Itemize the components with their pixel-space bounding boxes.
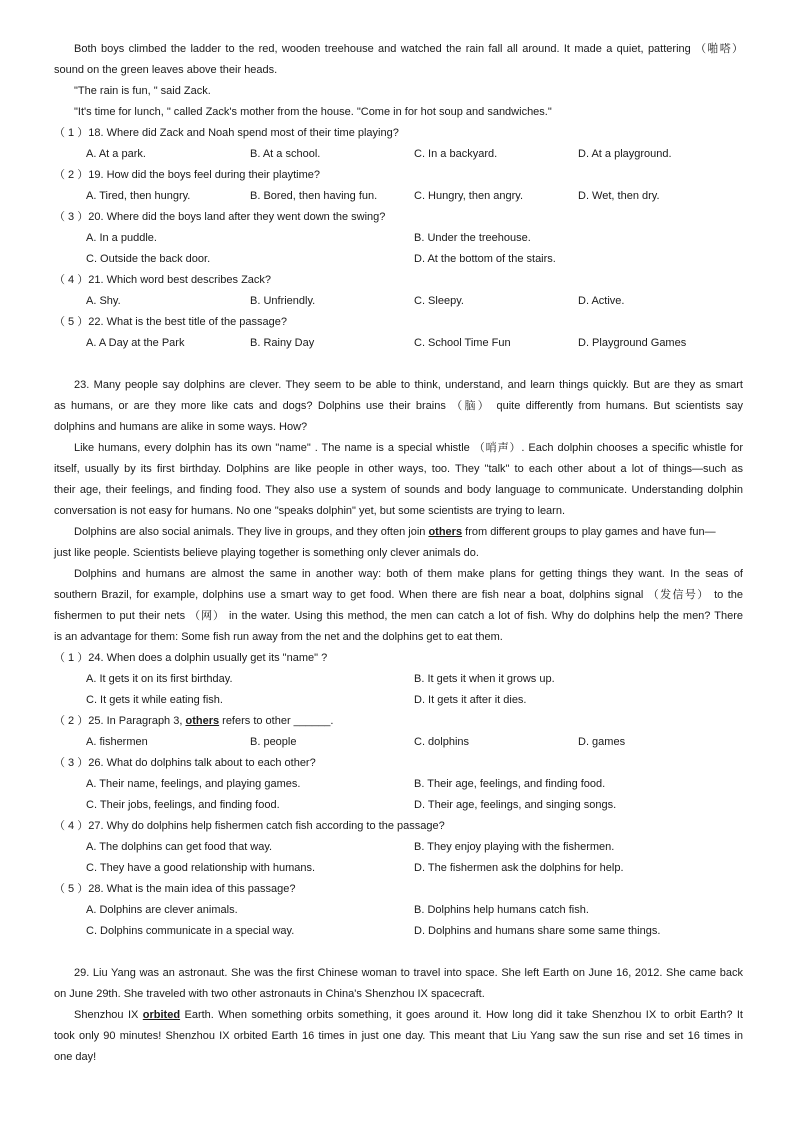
options-20-row2	[54, 249, 743, 270]
paragraph-line	[54, 522, 743, 543]
paragraph-line: their age, their feelings, and finding food. They also use a system of sounds and body language to communicate. Understanding dolphin	[54, 484, 743, 496]
option-a: A. In a puddle.	[86, 232, 157, 244]
option-d: D. At a playground.	[578, 148, 672, 160]
options-27-row1	[54, 837, 743, 858]
document-page	[54, 39, 743, 1068]
option-b: B. At a school.	[250, 148, 321, 160]
options-24-row2	[54, 690, 743, 711]
option-b: B. It gets it when it grows up.	[414, 673, 555, 685]
option-a: A. It gets it on its first birthday.	[86, 673, 233, 685]
option-d: D. Their age, feelings, and singing songs.	[414, 799, 617, 811]
paragraph-line	[54, 1005, 743, 1026]
option-d: D. At the bottom of the stairs.	[414, 253, 556, 265]
paragraph-line: "It's time for lunch, " called Zack's mother from the house. "Come in for hot soup and sandwiches."	[74, 106, 552, 118]
text-run: Shenzhou IX	[74, 1009, 143, 1021]
paragraph-line: just like people. Scientists believe playing together is something only clever animals do.	[54, 547, 479, 559]
question-26: （ 3 ）26. What do dolphins talk about to each other?	[54, 757, 316, 769]
text-run: Earth. When something orbits something, it goes around it. How long did it take Shenzhou IX to orbit Earth? It	[180, 1009, 743, 1021]
paragraph-line: 23. Many people say dolphins are clever. They seem to be able to think, understand, and learn things quickly. But are they as smart	[74, 379, 743, 391]
paragraph-line: conversation is not easy for humans. No one "speaks dolphin" yet, but some scientists are trying to learn.	[54, 505, 566, 517]
options-19	[54, 186, 743, 207]
paragraph-line: is an advantage for them: Some fish run away from the net and the dolphins get to eat them.	[54, 631, 503, 643]
option-c: C. School Time Fun	[414, 337, 511, 349]
text-run: Dolphins are also social animals. They live in groups, and they often join	[74, 526, 429, 538]
question-19: （ 2 ）19. How did the boys feel during their playtime?	[54, 169, 320, 181]
option-c: C. dolphins	[414, 736, 470, 748]
option-d: D. games	[578, 736, 626, 748]
text-run: （ 2 ）25. In Paragraph 3,	[54, 715, 186, 727]
question-20: （ 3 ）20. Where did the boys land after they went down the swing?	[54, 211, 386, 223]
paragraph-line: Like humans, every dolphin has its own "name" . The name is a special whistle （哨声）. Each dolphin chooses a specific whistle for	[74, 442, 743, 454]
paragraph-line: took only 90 minutes! Shenzhou IX orbited Earth 16 times in just one day. This meant that Liu Yang saw the sun rise and set 16 times in	[54, 1030, 743, 1042]
option-b: B. people	[250, 736, 297, 748]
options-21	[54, 291, 743, 312]
text-run: refers to other ______.	[219, 715, 334, 727]
option-d: D. The fishermen ask the dolphins for help.	[414, 862, 624, 874]
option-b: B. Their age, feelings, and finding food.	[414, 778, 606, 790]
option-b: B. Bored, then having fun.	[250, 190, 378, 202]
option-c: C. It gets it while eating fish.	[86, 694, 223, 706]
option-a: A. Their name, feelings, and playing games.	[86, 778, 301, 790]
paragraph-line: sound on the green leaves above their heads.	[54, 64, 278, 76]
option-c: C. They have a good relationship with humans.	[86, 862, 316, 874]
underlined-word: others	[185, 715, 220, 727]
paragraph-line: Dolphins and humans are almost the same in another way: both of them make plans for getting things they want. In the seas of	[74, 568, 743, 580]
options-28-row2	[54, 921, 743, 942]
question-18: （ 1 ）18. Where did Zack and Noah spend most of their time playing?	[54, 127, 399, 139]
text-run: from different groups to play games and have fun—	[462, 526, 716, 538]
options-26-row2	[54, 795, 743, 816]
option-a: A. Tired, then hungry.	[86, 190, 191, 202]
option-c: C. Hungry, then angry.	[414, 190, 524, 202]
paragraph-line: 29. Liu Yang was an astronaut. She was the first Chinese woman to travel into space. She left Earth on June 16, 2012. She came back	[74, 967, 743, 979]
option-c: C. Sleepy.	[414, 295, 464, 307]
paragraph-line: southern Brazil, for example, dolphins use a smart way to get food. When there are fish near a boat, dolphins signal （发信号） to the	[54, 589, 743, 601]
options-18	[54, 144, 743, 165]
option-a: A. Dolphins are clever animals.	[86, 904, 238, 916]
paragraph-line: itself, usually by its first birthday. Dolphins are like people in other ways, too. They "talk" to each other about a lot of things—such as	[54, 463, 743, 475]
paragraph-line: "The rain is fun, " said Zack.	[74, 85, 211, 97]
question-21: （ 4 ）21. Which word best describes Zack?	[54, 274, 272, 286]
option-d: D. Active.	[578, 295, 625, 307]
option-a: A. The dolphins can get food that way.	[86, 841, 273, 853]
option-d: D. Playground Games	[578, 337, 687, 349]
option-a: A. At a park.	[86, 148, 146, 160]
option-d: D. Dolphins and humans share some same things.	[414, 925, 661, 937]
question-22: （ 5 ）22. What is the best title of the passage?	[54, 316, 287, 328]
options-25	[54, 732, 743, 753]
option-c: C. Outside the back door.	[86, 253, 211, 265]
option-b: B. They enjoy playing with the fishermen.	[414, 841, 615, 853]
options-24-row1	[54, 669, 743, 690]
option-c: C. Dolphins communicate in a special way.	[86, 925, 295, 937]
underlined-word: others	[428, 526, 463, 538]
option-c: C. Their jobs, feelings, and finding food.	[86, 799, 280, 811]
paragraph-line: Both boys climbed the ladder to the red, wooden treehouse and watched the rain fall all around. It made a quiet, pattering （啪嗒）	[74, 43, 743, 55]
question-27: （ 4 ）27. Why do dolphins help fishermen catch fish according to the passage?	[54, 820, 445, 832]
option-d: D. It gets it after it dies.	[414, 694, 527, 706]
option-b: B. Dolphins help humans catch fish.	[414, 904, 589, 916]
options-26-row1	[54, 774, 743, 795]
option-a: A. Shy.	[86, 295, 121, 307]
option-d: D. Wet, then dry.	[578, 190, 660, 202]
underlined-word: orbited	[142, 1009, 181, 1021]
options-28-row1	[54, 900, 743, 921]
paragraph-line: dolphins and humans are alike in some ways. How?	[54, 421, 308, 433]
option-b: B. Under the treehouse.	[414, 232, 531, 244]
option-b: B. Rainy Day	[250, 337, 315, 349]
options-22	[54, 333, 743, 354]
question-25	[54, 711, 743, 732]
paragraph-line: on June 29th. She traveled with two other astronauts in China's Shenzhou IX spacecraft.	[54, 988, 485, 1000]
paragraph-line: one day!	[54, 1051, 97, 1063]
option-c: C. In a backyard.	[414, 148, 498, 160]
paragraph-line: as humans, or are they more like cats and dogs? Dolphins use their brains （脑） quite differently from humans. But scientists say	[54, 400, 743, 412]
options-27-row2	[54, 858, 743, 879]
paragraph-line: fishermen to put their nets （网） in the water. Using this method, the men can catch a lot of fish. Why do dolphins help the men? There	[54, 610, 743, 622]
options-20-row1	[54, 228, 743, 249]
question-28: （ 5 ）28. What is the main idea of this passage?	[54, 883, 296, 895]
option-a: A. fishermen	[86, 736, 148, 748]
option-b: B. Unfriendly.	[250, 295, 316, 307]
option-a: A. A Day at the Park	[86, 337, 185, 349]
question-24: （ 1 ）24. When does a dolphin usually get its "name" ?	[54, 652, 328, 664]
